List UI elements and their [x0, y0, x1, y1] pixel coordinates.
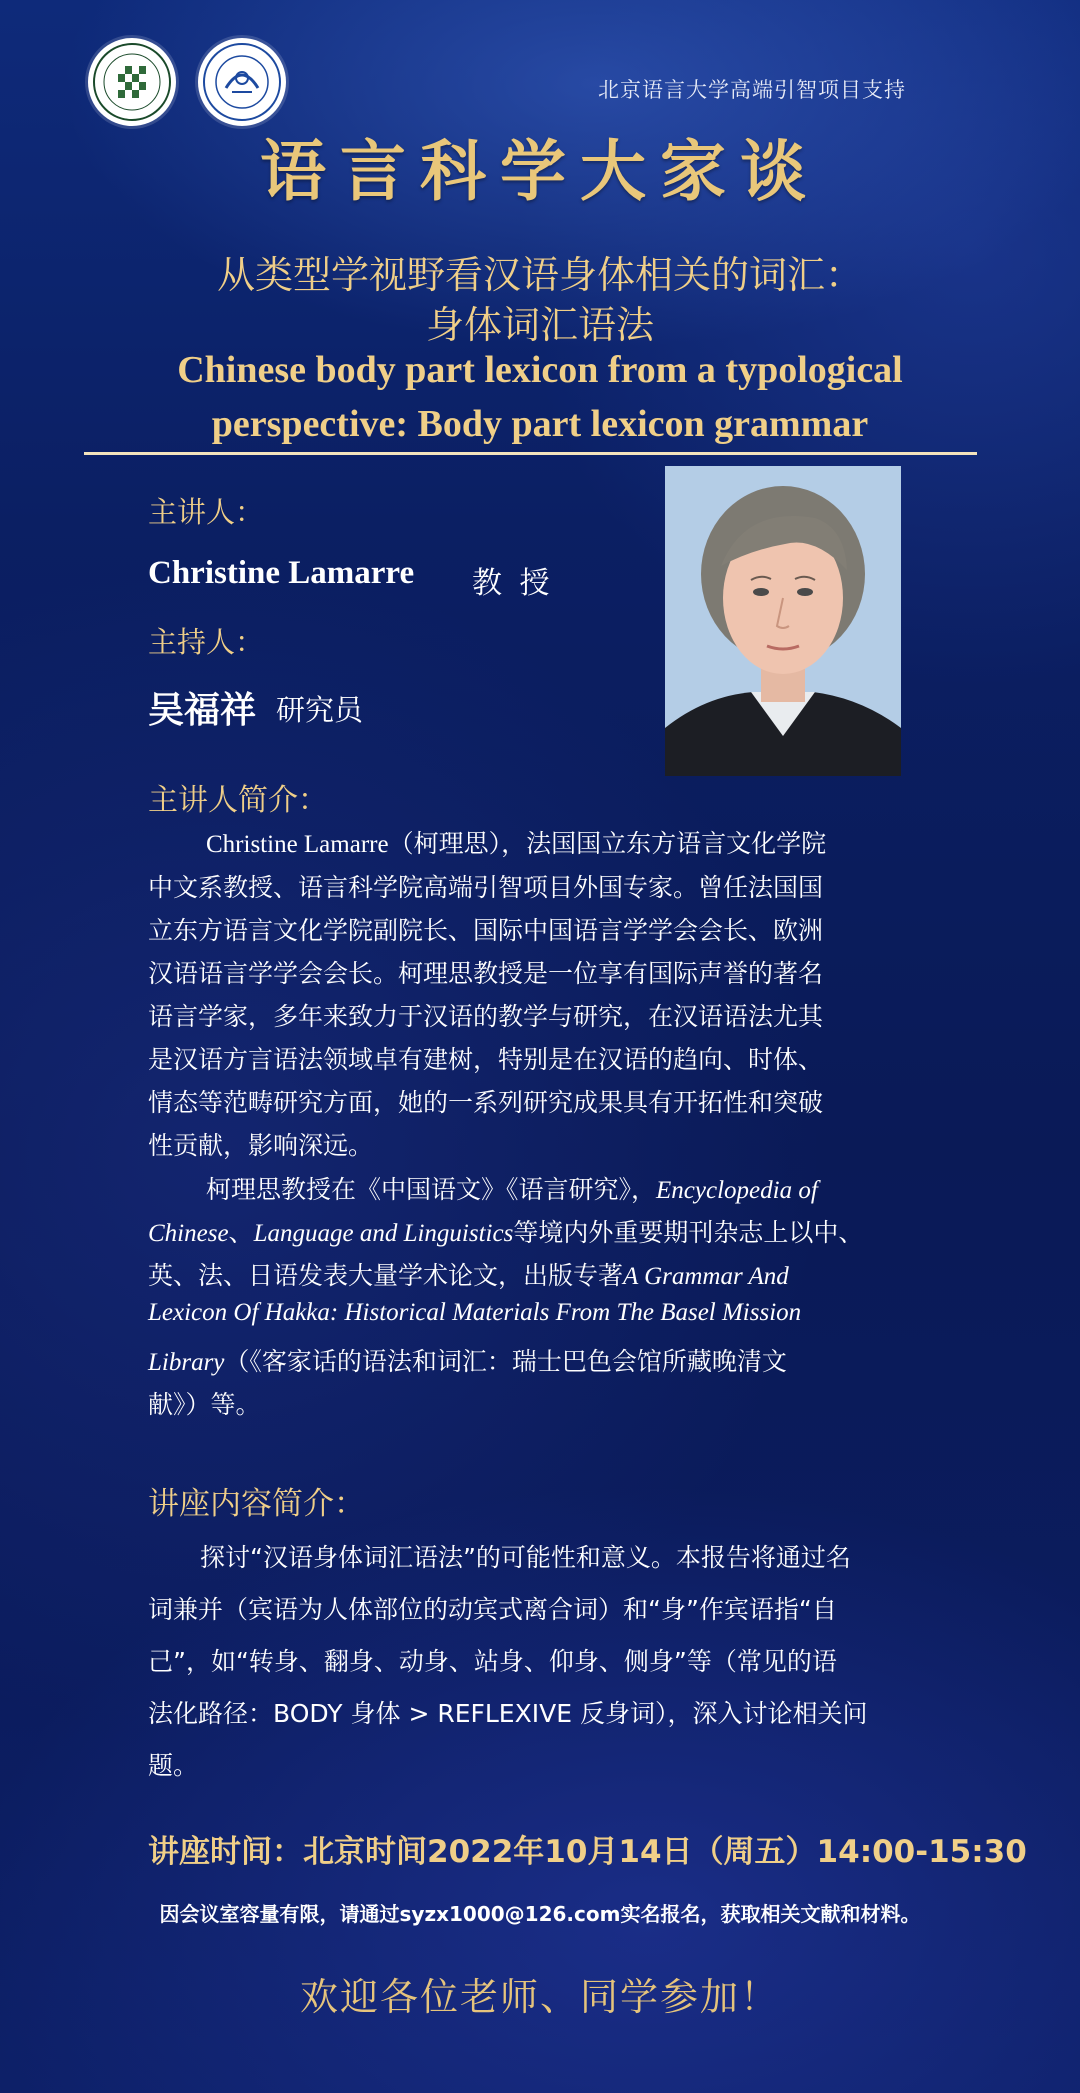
speaker-photo	[665, 466, 901, 776]
lecture-line: 探讨“汉语身体词汇语法”的可能性和意义。本报告将通过名	[200, 1543, 851, 1572]
bio-line: 汉语语言学学会会长。柯理思教授是一位享有国际声誉的著名	[148, 961, 824, 988]
bio-text: 等境内外重要期刊杂志上以中、	[513, 1220, 864, 1247]
lecture-heading: 讲座内容简介：	[148, 1486, 365, 1522]
title-divider	[84, 452, 977, 455]
bio-line	[148, 1342, 787, 1378]
host-name: 吴福祥	[148, 690, 257, 731]
talk-title-en-line1: Chinese body part lexicon from a typological	[177, 349, 903, 391]
bio-line	[148, 1213, 863, 1249]
bio-line	[148, 1299, 801, 1327]
host-title: 研究员	[276, 693, 364, 727]
linguistics-faculty-seal-icon	[202, 42, 282, 122]
bio-line: 献》）等。	[148, 1392, 261, 1419]
bio-text: 英、法、日语发表大量学术论文，出版专著	[148, 1263, 624, 1290]
registration-note: 因会议室容量有限，请通过syzx1000@126.com实名报名，获取相关文献和材料。	[159, 1902, 921, 1926]
bio-text: （《客家话的语法和词汇：瑞士巴色会馆所藏晚清文	[224, 1349, 787, 1376]
host-label: 主持人：	[148, 625, 265, 659]
linguistics-faculty-logo	[198, 38, 286, 126]
lecture-line: 己”，如“转身、翻身、动身、站身、仰身、侧身”等（常见的语	[148, 1647, 837, 1676]
bio-text: 、	[228, 1220, 254, 1247]
bio-line: 性贡献，影响深远。	[148, 1133, 374, 1160]
publication-title: Encyclopedia of	[656, 1177, 818, 1204]
support-text: 北京语言大学高端引智项目支持	[598, 78, 906, 102]
bio-line: 情态等范畴研究方面，她的一系列研究成果具有开拓性和突破	[148, 1090, 824, 1117]
bio-line: 中文系教授、语言科学院高端引智项目外国专家。曾任法国国	[148, 875, 824, 902]
talk-title-zh-line2: 身体词汇语法	[425, 303, 654, 347]
publication-title: A Grammar And	[623, 1263, 789, 1290]
speaker-name: Christine Lamarre	[148, 555, 415, 591]
bio-line: 立东方语言文化学院副院长、国际中国语言学学会会长、欧洲	[148, 918, 824, 945]
bio-line	[148, 1256, 789, 1292]
publication-title: Chinese	[148, 1220, 229, 1247]
university-seal-logo	[88, 38, 176, 126]
series-title: 语言科学大家谈	[260, 132, 820, 210]
publication-title: Language and Linguistics	[253, 1220, 514, 1247]
speaker-title: 教 授	[472, 566, 554, 601]
bio-line: Christine Lamarre（柯理思），法国国立东方语言文化学院	[206, 831, 827, 858]
university-seal-icon	[92, 42, 172, 122]
speaker-label: 主讲人：	[148, 495, 265, 529]
lecture-line: 词兼并（宾语为人体部位的动宾式离合词）和“身”作宾语指“自	[148, 1595, 837, 1624]
lecture-line: 题。	[148, 1751, 199, 1780]
portrait-icon	[665, 466, 901, 776]
talk-title-zh-line1: 从类型学视野看汉语身体相关的词汇：	[216, 253, 863, 297]
talk-title-en-line2: perspective: Body part lexicon grammar	[211, 403, 869, 445]
bio-line: 语言学家，多年来致力于汉语的教学与研究，在汉语语法尤其	[148, 1004, 824, 1031]
lecture-line: 法化路径：BODY 身体 > REFLEXIVE 反身词），深入讨论相关问	[148, 1699, 868, 1728]
lecture-time: 讲座时间：北京时间2022年10月14日（周五）14:00-15:30	[148, 1834, 1027, 1870]
welcome-text: 欢迎各位老师、同学参加！	[299, 1975, 780, 2019]
bio-heading: 主讲人简介：	[148, 783, 328, 818]
bio-line	[206, 1170, 818, 1206]
publication-title: Library	[148, 1349, 225, 1376]
publication-title: Lexicon Of Hakka: Historical Materials From The Basel Mission	[148, 1299, 802, 1326]
bio-text: 柯理思教授在《中国语文》《语言研究》，	[206, 1177, 657, 1204]
bio-line: 是汉语方言语法领域卓有建树，特别是在汉语的趋向、时体、	[148, 1047, 824, 1074]
